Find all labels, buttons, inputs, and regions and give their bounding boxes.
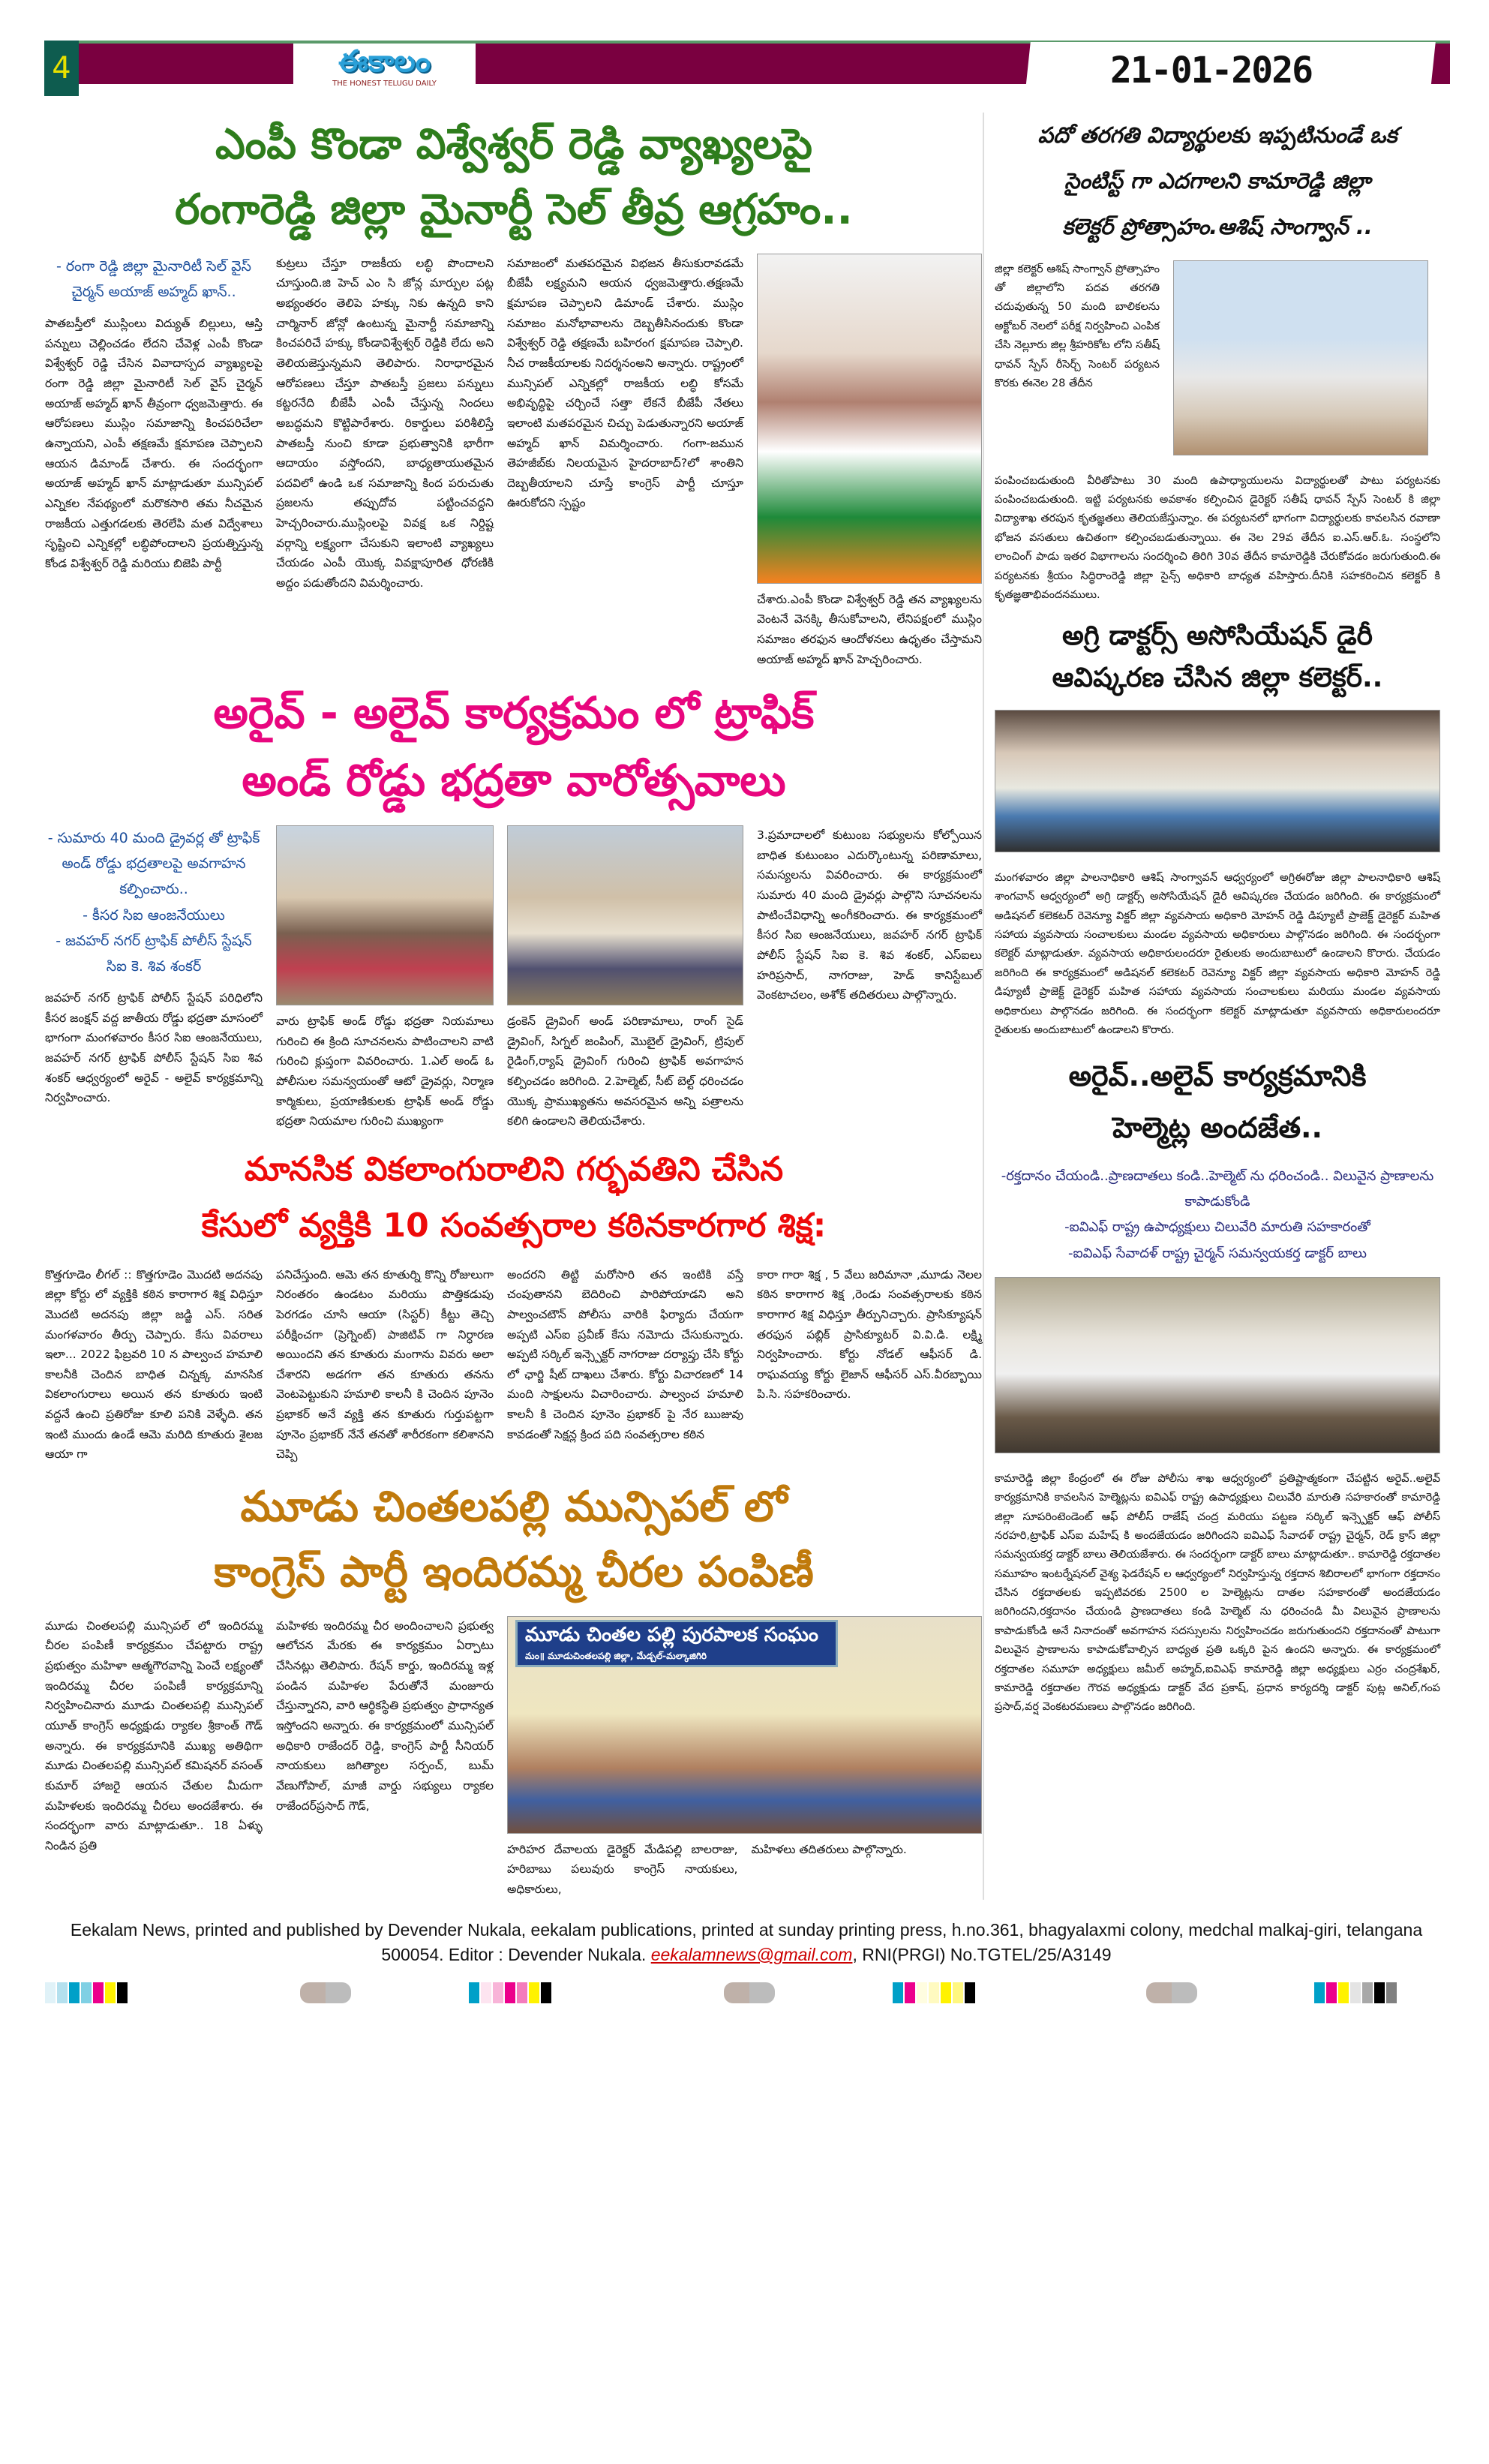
color-calibration-bar — [1314, 1982, 1398, 2003]
page-body — [45, 0, 1489, 1900]
registration-mark — [1146, 1982, 1197, 2003]
calibration-strip — [0, 1982, 1489, 2012]
article7-col2: మహిళకు ఇందిరమ్మ చీర అందించాలని ప్రభుత్వ ఆలోచన మేరకు ఈ కార్యక్రమం ఏర్పాటు చేసినట్లు తెలిపారు. రేషన్ కార్డు, ఇందిరమ్మ ఇళ్ల పండిన మహిళల పేరుతోనే మంజూరు చేస్తున్నారని, వారి ఆర్థికస్థితి ప్రభుత్వం ప్రాధాన్యత ఇస్తోందని అన్నారు. ఈ కార్యక్రమంలో మున్సిపల్ అధికారి రాజేందర్ రెడ్డి, కాంగ్రెస్ పార్టీ సీనియర్ నాయకులు జగిత్యాల సర్పంచ్, బుమ్ వేణుగోపాల్, మాజీ వార్డు సభ్యులు ర్యాకల రాజేందర్‌ప్రసాద్ గౌడ్, — [276, 1618, 494, 1813]
article3-headline: అరైవ్ - అలైవ్ కార్యక్రమం లో ట్రాఫిక్ అండ్ రోడ్డు భద్రతా వారోత్సవాలు — [213, 687, 815, 807]
logo-text: ఈకాలం — [338, 44, 431, 79]
article6-col1: కొత్తగూడెం లీగల్ :: కొత్తగూడెం మొదటి అదనపు జిల్లా కోర్టు లో వ్యక్తికి కఠిన కారాగార శిక్ష విధిస్తూ మొదటి అదనపు జిల్లా జడ్జి ఎస్. సరిత మంగళవారం తీర్పు చెప్పారు. కేసు వివరాలు ఇలా... 2022 ఫిబ్రవరి 10 న పాల్వంచ హమాలి కాలనీకి చెందిన బాధిత చిన్నక్క మానసిక వికలాంగురాలు అయిన తన కూతురు ఇంటి వద్దనే ఉంచి ప్రతిరోజు కూలి పనికి వెళ్ళేది. తన ఇంటి ముందు ఉండే ఆమె మరిది కూతురు శైలజ ఆయా గా — [45, 1267, 263, 1462]
article6-col3: అందరని తిట్టి మరోసారి తన ఇంటికి వస్తే చంపుతానని బెదిరించి పారిపోయాడని అని పాల్వంచటౌన్ పోలీసు వారికి ఫిర్యాదు చేయగా అప్పటి ఎస్ఐ ప్రవీణ్ కేసు నమోదు చేసుకున్నారు. అప్పటి సర్కిల్ ఇన్స్పెక్టర్ నాగరాజు దర్యాప్తు చేసి కోర్టు లో ఛార్జి షీట్ దాఖలు చేశారు. కోర్టు విచారణలో 14 మంది సాక్షులను విచారించారు. పాల్వంచ హమాలి కాలనీ కి చెందిన పూనెం ప్రభాకర్ పై నేర ఋజువు కావడంతో సెక్షన్ల క్రింద పది సంవత్సరాల కఠిన — [507, 1267, 743, 1441]
article3-body — [45, 825, 983, 1131]
article1-col4: చేశారు.ఎంపీ కొండా విశ్వేశ్వర్ రెడ్డి తన వ్యాఖ్యలను వెంటనే వెనక్కి తీసుకోవాలని, లేనిపక్షంలో ముస్లిం సమాజం తరఫున ఆందోళనలు ఉధృతం చేస్తామని అయాజ్ అహ్మద్ ఖాన్ హెచ్చరించారు. — [757, 592, 982, 666]
article6-headline: మానసిక వికలాంగురాలిని గర్భవతిని చేసిన కేసులో వ్యక్తికి 10 సంవత్సరాల కఠినకారగార శిక్ష: — [201, 1149, 827, 1245]
article1-body — [45, 254, 983, 670]
logo-tagline: THE HONEST TELUGU DAILY — [332, 80, 437, 88]
subhead: -ఐవిఎఫ్ రాష్ట్ర ఉపాధ్యక్షులు చిలువేరి మారుతి సహకారంతో — [1064, 1219, 1370, 1236]
article6-body — [45, 1265, 983, 1465]
article3-col-right: 3.ప్రమాదాలలో కుటుంబ సభ్యులను కోల్పోయిన బాధిత కుటుంబం ఎదుర్కొంటున్న పరిణామాలు, సమస్యలను వివరించారు. ఈ కార్యక్రమంలో సుమారు 40 మంది డ్రైవర్లు పాల్గొని సూచనలను పాటించేవిధాన్ని అంగీకరించారు. ఈ కార్యక్రమంలో కీసర సిఐ ఆంజనేయులు, జవహర్ నగర్ ట్రాఫిక్ పోలీస్ స్టేషన్ సిఐ కె. శివ శంకర్, ఎస్ఐలు హరిప్రసాద్, నాగరాజు, హెడ్ కానిస్టేబుల్ వెంకటాచలం, అశోక్ తదితరులు పాల్గొన్నారు. — [757, 828, 982, 1002]
article7-caption-2: మహిళలు తదితరులు పాల్గొన్నారు. — [751, 1842, 907, 1856]
article1-col3: సమాజంలో మతపరమైన విభజన తీసుకురావడమే బీజేపీ లక్ష్యమని ఆయన ధ్వజమెత్తారు.తక్షణమే క్షమాపణ చెప్పాలని డిమాండ్ చేశారు. ముస్లిం సమాజం మనోభావాలను దెబ్బతీసినందుకు కొండా విశ్వేశ్వర్ రెడ్డి తక్షణమే బహిరంగ క్షమాపణ చెప్పాలి. నీచ రాజకీయాలకు నిదర్శనంఅని అన్నారు. రాష్ట్రంలో మున్సిపల్ ఎన్నికల్లో రాజకీయ లబ్ధి కోసమే అభివృద్ధిపై చర్చించే సత్తా లేకనే బీజేపీ నేతలు ఇలాంటి మతపరమైన చిచ్చు పెడుతున్నారని అయాజ్ అహ్మద్ ఖాన్ విమర్శించారు. గంగా-జమున తెహజీబ్‌కు నిలయమైన హైదరాబాద్?లో శాంతిని దెబ్బతీయాలని చూస్తే కాంగ్రెస్ పార్టీ చూస్తూ ఊరుకోదని స్పష్టం — [507, 256, 743, 510]
traffic-photo-2 — [507, 825, 743, 1005]
saree-distribution-photo — [507, 1616, 982, 1834]
article3-col1: జవహర్ నగర్ ట్రాఫిక్ పోలీస్ స్టేషన్ పరిధిలోని కీసర జంక్షన్ వద్ద జాతీయ రోడ్డు భద్రతా మాసంలో భాగంగా మంగళవారం కీసర సిఐ ఆంజనేయులు, జవహర్ నగర్ ట్రాఫిక్ పోలీస్ స్టేషన్ సిఐ శివ శంకర్ ఆధ్వర్యంలో అరైవ్ - అలైవ్ కార్యక్రమాన్ని నిర్వహించారు. — [45, 991, 263, 1105]
color-calibration-bar — [469, 1982, 553, 2003]
article2-col1: జిల్లా కలెక్టర్ ఆశిష్ సాంగ్వాన్ ప్రోత్సాహం తో జిల్లాలోని పదవ తరగతి చదువుతున్న 50 మంది బాలికలను అక్టోబర్ నెలలో పరీక్ష నిర్వహించి ఎంపిక చేసి నెల్లూరు జిల్ల శ్రీహరికోట లోని సతీష్ ధావన్ స్పేస్ రీసెర్చ్ సెంటర్ పర్యటన కొరకు ఈనెల 28 తేదీన — [995, 263, 1160, 389]
helmet-handover-photo — [995, 1277, 1440, 1453]
subhead: - కీసర సిఐ ఆంజనేయులు — [83, 906, 225, 924]
rni-number: , RNI(PRGI) No.TGTEL/25/A3149 — [852, 1945, 1112, 1964]
article1-subhead: - రంగా రెడ్డి జిల్లా మైనారిటీ సెల్ వైస్ చైర్మన్ అయాజ్ అహ్మద్ ఖాన్.. — [56, 257, 252, 300]
registration-mark — [724, 1982, 775, 2003]
article7-caption-1: హరిహర దేవాలయ డైరెక్టర్ మేడిపల్లి బాలరాజు, హరిబాబు పలువురు కాంగ్రెస్ నాయకులు, అధికారులు, — [507, 1842, 738, 1896]
article6-col2: పనిచేస్తుంది. ఆమె తన కూతుర్ని కొన్ని రోజులుగా నిరంతరం ఉండటం మరియు పొత్తికడుపు పెరగడం చూసి ఆయా (సిస్టర్) కీట్టు తెచ్చి పరీక్షించగా (ప్రెగ్నెంట్) పాజిటివ్ గా నిర్ధారణ అయిందని తన కూతురు మంగాను వివరు అలా చేశారని అడగగా తన కూతురు తనను వెంటపెట్టుకుని హమాలి కాలనీ కి చెందిన పూనెం ప్రభాకర్ అనే వ్యక్తి తన కూతురు గుర్తుపట్టగా పూనెం ప్రభాకర్ నేనే తనతో శారీరకంగా కలిశానని చెప్పి — [276, 1267, 494, 1462]
subhead: -రక్తదానం చేయండి..ప్రాణదాతలు కండి..హెల్మెట్ ను ధరించండి.. విలువైన ప్రాణాలను కాపాడుకోండి — [1001, 1168, 1434, 1210]
subhead: - సుమారు 40 మంది డ్రైవర్ల తో ట్రాఫిక్ అండ్ రోడ్డు భద్రతాలపై అవగాహన కల్పించారు.. — [47, 830, 260, 898]
email-link[interactable]: eekalamnews@gmail.com — [650, 1945, 853, 1964]
issue-date: 21-01-2026 — [1110, 50, 1312, 92]
article6-col4: కారా గారా శిక్ష , 5 వేలు జరిమానా ,మూడు నెలల కఠిన కారాగార శిక్ష ,రెండు సంవత్సరాలకు కఠిన కారాగార శిక్ష విధిస్తూ తీర్పునిచ్చారు. ప్రాసిక్యూషన్ తరఫున పబ్లిక్ ప్రాసిక్యూటర్ వి.వి.డి. లక్ష్మి నిర్వహించారు. కోర్టు నోడల్ ఆఫీసర్ డి. రాఘవయ్య కోర్టు లైజాన్ ఆఫీసర్ ఎస్.వీరబ్బాయి పి.సి. సహకరించారు. — [757, 1267, 982, 1402]
article1-col1: పాతబస్తీలో ముస్లింలు విద్యుత్ బిల్లులు, ఆస్తి పన్నులు చెల్లించడం లేదని చేవెళ్ల ఎంపీ కొండా విశ్వేశ్వర్ రెడ్డి చేసిన వివాదాస్పద వ్యాఖ్యలపై రంగా రెడ్డి జిల్లా మైనారిటీ సెల్ వైస్ చైర్మన్ అయాజ్ అహ్మద్ ఖాన్ తీవ్రంగా ధ్వజమెత్తారు. ఈ ఆరోపణలు ముస్లిం సమాజాన్ని కించపరిచేలా ఉన్నాయని, ఎంపీ తక్షణమే క్షమాపణ చెప్పాలని ఆయన డిమాండ్ చేశారు. ఈ సందర్భంగా అయాజ్ అహ్మద్ ఖాన్ మాట్లాడుతూ మున్సిపల్ ఎన్నికల నేపథ్యంలో మరొకసారి తమ నీచమైన రాజకీయ ఎత్తుగడలకు తెరలేపి మత విద్వేశాలు సృష్టించి ఎన్నికల్లో లబ్ధిపోందాలని ప్రయత్నిస్తున్న కోండ విశ్వేశ్వర్ రెడ్డి మరియు బిజెపి పార్టీ — [45, 316, 263, 570]
imprint-text: Eekalam News, printed and published by Devender Nukala, eekalam publications, printed at sunday printing press, h.no.361, bhagyalaxmi colony, medchal malkaj-giri, telangana 500054. Editor : Devender Nukala. — [70, 1919, 1423, 1964]
newspaper-logo — [293, 44, 476, 93]
page-number: 4 — [44, 41, 79, 96]
color-calibration-bar — [45, 1982, 129, 2003]
article1-headline: ఎంపీ కొండా విశ్వేశ్వర్ రెడ్డి వ్యాఖ్యలపై రంగారెడ్డి జిల్లా మైనార్టీ సెల్ తీవ్ర ఆగ్రహం.. — [175, 120, 853, 234]
subhead: - జవహర్ నగర్ ట్రాఫిక్ పోలీస్ స్టేషన్ సిఐ కె. శివ శంకర్ — [56, 932, 252, 975]
article7-col1: మూడు చింతలపల్లి మున్సిపల్ లో ఇందిరమ్మ చీరల పంపిణీ కార్యక్రమం చేపట్టారు రాష్ట్ర ప్రభుత్వం మహిళా ఆత్మగౌరవాన్ని పెంచే లక్ష్యంతో ఇందిరమ్మ చీరల పంపిణీ కార్యక్రమాన్ని నిర్వహించినారు మూడు చింతలపల్లి మున్సిపల్ యూత్ కాంగ్రెస్ అధ్యక్షుడు ర్యాకల శ్రీకాంత్ గౌడ్ అన్నారు. ఈ కార్యక్రమానికి ముఖ్య అతిథిగా మూడు చింతలపల్లి మున్సిపల్ కమిషనర్ వసంత్ కుమార్ హాజరై ఆయన చేతుల మీదుగా మహిళలకు ఇందిరమ్మ చీరలు అందజేశారు. ఈ సందర్భంగా వారు మాట్లాడుతూ.. 18 ఏళ్ళు నిండిన ప్రతి — [45, 1618, 263, 1853]
article5-headline: అరైవ్..అలైవ్ కార్యక్రమానికి హెల్మెట్ల అందజేత.. — [1068, 1059, 1367, 1144]
color-calibration-bar — [893, 1982, 977, 2003]
article5-subheads — [995, 1164, 1440, 1267]
article1-col2: కుట్రలు చేస్తూ రాజకీయ లబ్ధి పొందాలని చూస్తుంది.జి హెచ్ ఎం సి జోన్ల మార్పుల పట్ల అభ్యంతరం తెలిపె హక్కు నికు ఉన్నది కాని చార్మినార్ జోన్లో ఉంటున్న మైనార్టీ సమాజాన్ని కించపరిచే హక్కు కోండావిశ్వేశ్వర్ రెడ్డికి లేదు అని తెలియజెస్తున్నమని తెలిపారు. నిరాధారమైన ఆరోపణలు చేస్తూ పాతబస్తీ ప్రజలు పన్నులు కట్టరనేది బీజేపీ ఎంపీ చేస్తున్న నిందలు అబద్ధమని కొట్టిపారేశారు. రికార్డులు పరిశీలిస్తే పాతబస్తీ నుంచి కూడా ప్రభుత్వానికి భారీగా ఆదాయం వస్తోందని, బాధ్యతాయుతమైన పదవిలో ఉండి ఒక సమాజాన్ని కింద పరుచుతు ప్రజలను తప్పుదోవ పట్టించవద్దని హెచ్చరించారు.ముస్లింలపై వివక్ష ఒక నిర్దిష్ట వర్గాన్ని లక్ష్యంగా చేసుకుని ఇలాంటి వ్యాఖ్యలు చేయడం ఎంపీ యొక్క వివక్షాపూరిత ధోరణికి అద్దం పడుతోందని విమర్శించారు. — [276, 256, 494, 590]
article7-body — [45, 1616, 983, 1900]
article3-col3: డ్రంకెన్ డ్రైవింగ్ అండ్ పరిణామాలు, రాంగ్ సైడ్ డ్రైవింగ్, సిగ్నల్ జంపింగ్, మొబైల్ డ్రైవింగ్, ట్రిపుల్ రైడింగ్,ర్యాష్ డ్రైవింగ్ గురించి ట్రాఫిక్ అవగాహన కల్పించడం జరిగింది. 2.హెల్మెట్, సీట్ బెల్ట్ ధరించడం యొక్క ప్రాముఖ్యతను అవసరమైన అన్ని పత్రాలను కలిగి ఉండాలని తెలియచేశారు. — [507, 1014, 743, 1128]
left-section — [45, 113, 983, 1900]
imprint-footer — [60, 1918, 1433, 1968]
article3-col2: వారు ట్రాఫిక్ అండ్ రోడ్డు భద్రతా నియమాలు గురించి ఈ క్రింది సూచనలను పాటించాలని వాటి గురించి క్లుప్తంగా వివరించారు. 1.ఎల్ అండ్ ఓ పోలీసుల సమన్వయంతో ఆటో డ్రైవర్లు, నిర్మాణ కార్మికులు, ప్రయాణికులకు ట్రాఫిక్ అండ్ రోడ్డు భద్రతా నియమాల గురించి ముఖ్యంగా — [276, 1014, 494, 1128]
right-section — [983, 113, 1440, 1900]
article4-body: మంగళవారం జిల్లా పాలనాధికారి ఆశిష్ సాంగ్వావన్ ఆధ్వర్యంలో అగ్రిఈరోజు జిల్లా పాలనాధికారి ఆశిష్ శాంగవాన్ ఆధ్వర్యంలో అగ్రి డాక్టర్స్ అసోసియేషన్ డైరీ ఆవిష్కరణ చేయడం జరిగింది. ఈ కార్యక్రమంలో అడిషనల్ కలెకటర్ రెవెన్యూ విక్టర్ జిల్లా వ్యవసాయ అధికారి మోహన్ రెడ్డి డిప్యూటీ ప్రాజెక్ట్ డైరెక్టర్ మహిత సహాయ వ్యవసాయ సంచాలకులు మండల వ్యవసాయ అధికారులు పాల్గొనడం జరిగింది. ఈ సందర్భంగా కలెక్టర్ మాట్లాడుతూ. వ్యవసాయ అధికారులందరూ రైతులకు అందుబాటులో ఉండాలని కొరారు. చేయడం జరిగింది ఈ కార్యక్రమంలో అడిషనల్ కలెకటర్ రెవెన్యూ విక్టర్ జిల్లా వ్యవసాయ అధికారి మోహన్ రెడ్డి డిప్యూటీ ప్రాజెక్ట్ డైరెక్టర్ మహిత సహాయ వ్యవసాయ సంచాలకులు మరియు మండల వ్యవసాయ అధికారులు పాల్గొనడం జరిగింది. ఈ సందర్భంగా కలెక్టర్ మాట్లాడుతూ వ్యవసాయ అధికారులందరూ రైతులకు అందుబాటులో ఉండాలని కొరారు. — [995, 871, 1440, 1036]
politician-photo — [757, 254, 982, 584]
registration-mark — [300, 1982, 351, 2003]
article2-body: పంపించబడుతుంది వీరితోపాటు 30 మంది ఉపాధ్యాయులను విద్యార్థులతో పాటు పర్యటనకు పంపించబడుతుంది. ఇట్టి పర్యటనకు అవకాశం కల్పించిన డైరెక్టర్ సతీష్ ధావన్ స్పేస్ సెంటర్ కి జిల్లా విద్యాశాఖ తరపున కృతజ్ఞతలు తెలియజేస్తున్నాం. ఈ పర్యటనలో భాగంగా విద్యార్థులకు కావలసిన రవాణా భోజన వసతులు ఉచితంగా కల్పించబడుతున్నాయి. ఈ నెల 29వ తేదీన ఐ.ఎస్.ఆర్.ఓ. సంస్థలోని లాంచింగ్ పాడు ఇతర విభాగాలను సందర్శించి తిరిగి 30వ తేదీన కామారెడ్డికి చేరుకోవడం జరుగుతుంది.ఈ పర్యటనకు శ్రీయం సిద్ధిరాంరెడ్డి జిల్లా సైన్స్ అధికారి బాధ్యత వహిస్తారు.దీనికి సహకరించిన కలెక్టర్ కి కృతజ్ఞతాభివందనములు. — [995, 474, 1440, 601]
article2-top — [995, 260, 1440, 461]
collector-photo — [1173, 260, 1428, 455]
subhead: -ఐవిఎఫ్ సేవాదళ్ రాష్ట్ర చైర్మన్ సమన్వయకర్త డాక్టర్ బాలు — [1068, 1245, 1367, 1261]
article7-headline: మూడు చింతలపల్లి మున్సిపల్ లో కాంగ్రెస్ పార్టీ ఇందిరమ్మ చీరల పంపిణీ — [214, 1483, 814, 1597]
article2-headline: పదో తరగతి విద్యార్థులకు ఇప్పటినుండే ఒక సైంటిస్ట్ గా ఎదగాలని కామారెడ్డి జిల్లా కలెక్టర్ ప్రోత్సాహం.ఆశిష్ సాంగ్వాన్ .. — [1037, 122, 1397, 239]
traffic-photo-1 — [276, 825, 494, 1005]
article5-body: కామారెడ్డి జిల్లా కేంద్రంలో ఈ రోజు పోలీసు శాఖ ఆధ్వర్యంలో ప్రతిష్టాత్మకంగా చేపట్టిన అరైవ్..అలైవ్ కార్యక్రమానికి కావలసిన హెల్మెట్లను ఐవిఎఫ్ రాష్ట్ర ఉపాధ్యక్షులు చిలువేరి మారుతి సహకారంతో కామారెడ్డి జిల్లా సూపరింటెండెంట్ ఆఫ్ పోలీస్ రాజేష్ చంద్ర మరియు పట్టణ సర్కిల్ ఇన్స్పెక్టర్ ఆఫ్ పోలీస్ నరహరి,ట్రాఫిక్ ఎస్ఐ మహేష్ కి అందజేయడం జరిగిందని ఐవిఎఫ్ సేవాదళ్ రాష్ట్ర చైర్మన్, రెడ్ క్రాస్ జిల్లా సమన్వయకర్త డాక్టర్ బాలు తెలియజేశారు. ఈ సందర్భంగా డాక్టర్ బాలు మాట్లాడుతూ.. కామారెడ్డి రక్తదాతల సమూహం ఇంటర్నేషనల్ వైశ్య ఫెడరేషన్ ల ఆధ్వర్యంలో నిర్వహిస్తున్న రక్తదాన శిబిరాలలో భాగంగా రక్తదానం చేసిన రక్తదాతలకు ఇప్పటివరకు 2500 ల హెల్మెట్లను దాతల సహకారంతో అందజేయడం జరిగిందని,రక్తదానం చేయండి ప్రాణదాతలు కండి హెల్మెట్ ను ధరించండి మీ విలువైన ప్రాణాలను కాపాడుకోండి అనే నినాదంతో అవగాహన సదస్సులను నిర్వహించడం జరుగుతుందని రక్తదానంతో పాటుగా విలువైన ప్రాణాలను కాపాడుకోవాల్సిన బాధ్యత ప్రతి ఒక్కరి పైన ఉందని అన్నారు. ఈ కార్యక్రమంలో రక్తదాతల సమూహ అధ్యక్షులు జమీల్ అహ్మద్,ఐవిఎఫ్ కామారెడ్డి జిల్లా అధ్యక్షులు ఎర్రం చంద్రశేఖర్, కామారెడ్డి రక్తదాతల గౌరవ అధ్యక్షుడు డాక్టర్ వేద ప్రకాష్, ప్రధాన కార్యదర్శి డాక్టర్ పుట్ల అనిల్,గంప ప్రసాద్,వర్ష వెంకటరమణలు పాల్గొనడం జరిగింది. — [995, 1472, 1440, 1714]
municipal-sign: మూడు చింతల పల్లి పురపాలక సంఘం మం॥ మూడుచింతలపల్లి జిల్లా, మేడ్చల్-మల్కాజిగిరి — [515, 1620, 838, 1667]
agri-diary-photo — [995, 710, 1440, 852]
article4-headline: అగ్రి డాక్టర్స్ అసోసియేషన్ డైరీ ఆవిష్కరణ చేసిన జిల్లా కలెక్టర్.. — [1052, 621, 1383, 694]
article3-subheads — [45, 825, 263, 979]
